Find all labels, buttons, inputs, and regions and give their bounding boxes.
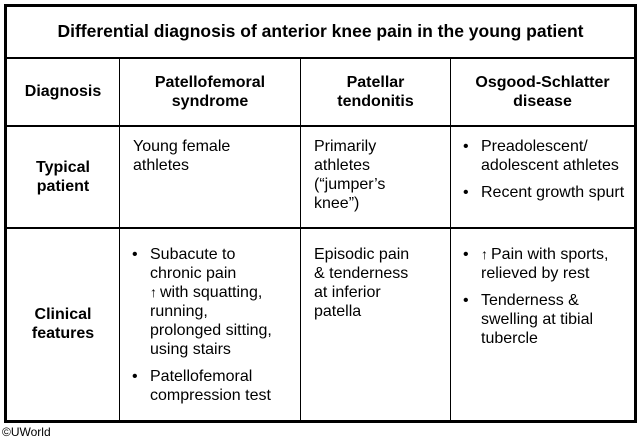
row-label-typical-patient xyxy=(7,126,120,228)
cell-pfs-clinical xyxy=(120,228,301,421)
header-patellofemoral-syndrome xyxy=(120,58,301,126)
diagnosis-table xyxy=(4,4,637,423)
osd-clinical-list xyxy=(459,245,626,348)
header-diagnosis: Diagnosis xyxy=(7,58,120,126)
pfs-clinical-list xyxy=(128,245,292,405)
list-item: • Recent growth spurt xyxy=(459,183,626,202)
cell-osd-clinical xyxy=(451,228,635,421)
cell-pt-patient xyxy=(301,126,451,228)
arrow-up-icon: ↑ xyxy=(150,283,157,300)
cell-pt-patient-text: Primarily athletes (“jumper’s knee”) xyxy=(314,137,386,212)
row-typical-patient xyxy=(7,126,635,228)
osd-clinical-item-1: Pain with sports, relieved by rest xyxy=(481,245,609,282)
pfs-clinical-item-1-cont: with squatting, running, prolonged sitting, using stairs xyxy=(150,283,272,358)
pfs-clinical-item-1: Subacute to chronic pain xyxy=(150,245,237,282)
header-osd-text: Osgood-Schlatter disease xyxy=(475,73,610,110)
cell-pfs-patient xyxy=(120,126,301,228)
row-clinical-features xyxy=(7,228,635,421)
osd-patient-list xyxy=(459,137,626,202)
arrow-up-icon: ↑ xyxy=(481,245,488,262)
header-pfs-text: Patellofemoral syndrome xyxy=(154,73,266,110)
row-label-clinical-features-text: Clinical features xyxy=(31,306,95,343)
cell-osd-patient xyxy=(451,126,635,228)
row-label-typical-patient-text: Typical patient xyxy=(36,158,90,195)
header-osgood-schlatter xyxy=(451,58,635,126)
cell-pfs-patient-text: Young female athletes xyxy=(133,137,231,174)
header-pt-text: Patellar tendonitis xyxy=(337,73,414,110)
header-row xyxy=(7,58,635,126)
list-item xyxy=(128,245,280,359)
row-label-clinical-features xyxy=(7,228,120,421)
list-item: • Tenderness & swelling at tibial tubercle xyxy=(459,291,611,348)
cell-pt-clinical-text: Episodic pain & tenderness at inferior patella xyxy=(314,245,410,320)
copyright-footer: ©UWorld xyxy=(2,425,51,439)
list-item: • Patellofemoral compression test xyxy=(128,367,290,405)
table-title: Differential diagnosis of anterior knee pain in the young patient xyxy=(7,7,635,58)
list-item xyxy=(459,245,631,283)
cell-pt-clinical xyxy=(301,228,451,421)
title-row xyxy=(7,7,635,58)
list-item: • Preadolescent/ adolescent athletes xyxy=(459,137,629,175)
header-patellar-tendonitis xyxy=(301,58,451,126)
